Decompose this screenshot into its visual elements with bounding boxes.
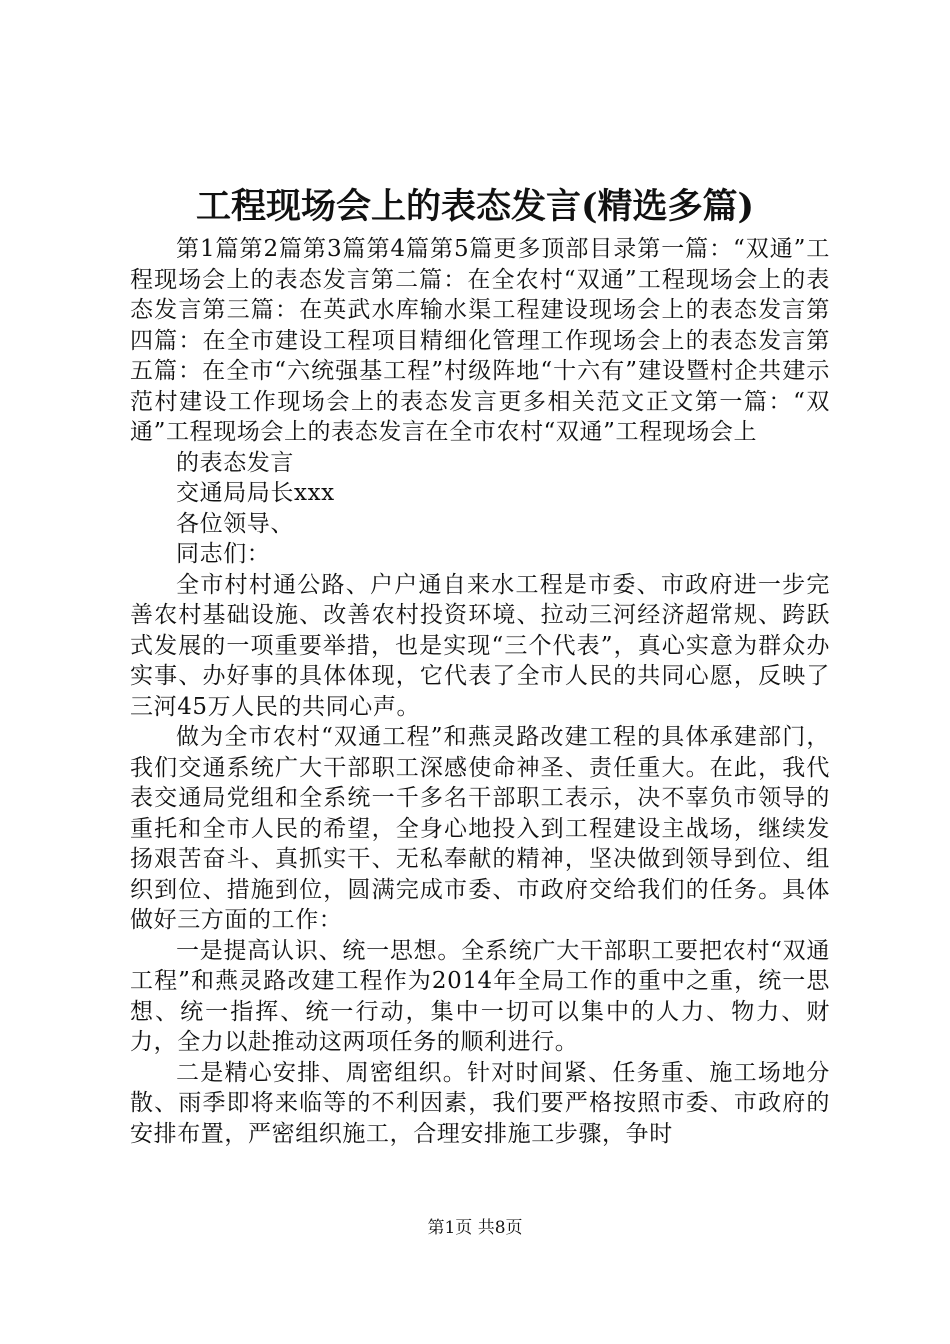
body-paragraph: 二是精心安排、周密组织。针对时间紧、任务重、施工场地分散、雨季即将来临等的不利因素，我们要严格按照市委、市政府的安排布置，严密组织施工，合理安排施工步骤，争时 — [130, 1059, 830, 1147]
document-body — [130, 234, 830, 1149]
page-number-footer: 第1页 共8页 — [427, 1218, 523, 1238]
document-title: 工程现场会上的表态发言(精选多篇) — [195, 186, 755, 227]
greeting-line: 各位领导、 — [176, 510, 294, 537]
body-paragraph: 全市村村通公路、户户通自来水工程是市委、市政府进一步完善农村基础设施、改善农村投资环境、拉动三河经济超常规、跨跃式发展的一项重要举措，也是实现“三个代表”，真心实意为群众办实事、办好事的具体体现，它代表了全市人民的共同心愿，反映了三河45万人民的共同心声。 — [130, 571, 830, 720]
body-paragraph: 做为全市农村“双通工程”和燕灵路改建工程的具体承建部门，我们交通系统广大干部职工深感使命神圣、责任重大。在此，我代表交通局党组和全系统一千多名干部职工表示，决不辜负市领导的重托和全市人民的希望，全身心地投入到工程建设主战场，继续发扬艰苦奋斗、真抓实干、无私奉献的精神，坚决做到领导到位、组织到位、措施到位，圆满完成市委、市政府交给我们的任务。具体做好三方面的工作： — [130, 724, 830, 933]
speech-title-line: 的表态发言 — [176, 449, 294, 476]
greeting-line: 同志们： — [176, 541, 271, 567]
toc-paragraph: 第1篇第2篇第3篇第4篇第5篇更多顶部目录第一篇：“双通”工程现场会上的表态发言第二篇：在全农村“双通”工程现场会上的表态发言第三篇：在英武水库输水渠工程建设现场会上的表态发言第四篇：在全市建设工程项目精细化管理工作现场会上的表态发言第五篇：在全市“六统强基工程”村级阵地“十六有”建设暨村企共建示范村建设工作现场会上的表态发言更多相关范文正文第一篇：“双通”工程现场会上的表态发言在全市农村“双通”工程现场会上 — [130, 236, 830, 445]
body-paragraph: 一是提高认识、统一思想。全系统广大干部职工要把农村“双通工程”和燕灵路改建工程作为2014年全局工作的重中之重，统一思想、统一指挥、统一行动，集中一切可以集中的人力、物力、财力，全力以赴推动这两项任务的顺利进行。 — [130, 937, 830, 1055]
speaker-line: 交通局局长xxx — [176, 480, 335, 506]
